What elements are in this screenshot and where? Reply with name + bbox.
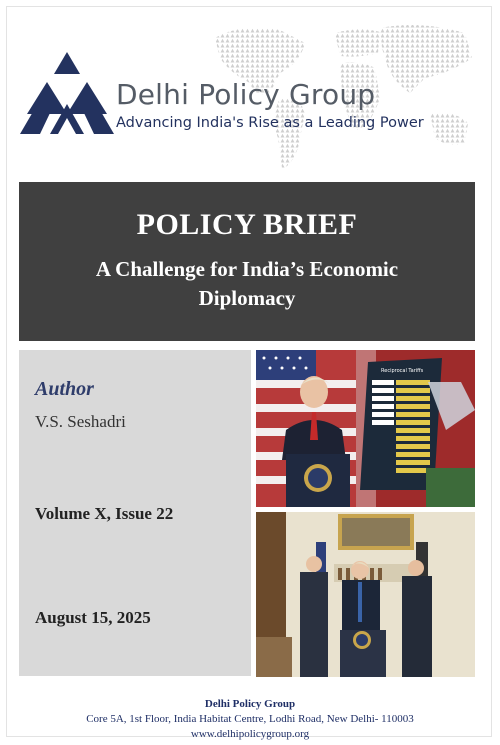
footer-website[interactable]: www.delhipolicygroup.org bbox=[190, 728, 310, 740]
meta-panel bbox=[19, 350, 251, 676]
brief-title: A Challenge for India’s Economic Diplomacy bbox=[95, 257, 399, 310]
board-title: Reciprocal Tariffs bbox=[381, 368, 424, 374]
org-tagline: Advancing India's Rise as a Leading Power bbox=[116, 115, 424, 131]
org-name: Delhi Policy Group bbox=[116, 78, 376, 111]
author-name: V.S. Seshadri bbox=[35, 412, 126, 431]
photo-press-briefing bbox=[256, 512, 475, 677]
title-box bbox=[19, 182, 475, 341]
footer-address: Core 5A, 1st Floor, India Habitat Centre, Lodhi Road, New Delhi- 110003 bbox=[86, 713, 414, 725]
footer-org-name: Delhi Policy Group bbox=[204, 698, 296, 710]
footer bbox=[0, 697, 500, 742]
brief-label: POLICY BRIEF bbox=[136, 208, 358, 241]
photo-tariff-announcement bbox=[256, 350, 475, 507]
author-heading: Author bbox=[35, 378, 94, 400]
publication-date: August 15, 2025 bbox=[35, 608, 151, 627]
dpg-logo bbox=[20, 52, 114, 134]
issue-label: Volume X, Issue 22 bbox=[35, 504, 174, 523]
